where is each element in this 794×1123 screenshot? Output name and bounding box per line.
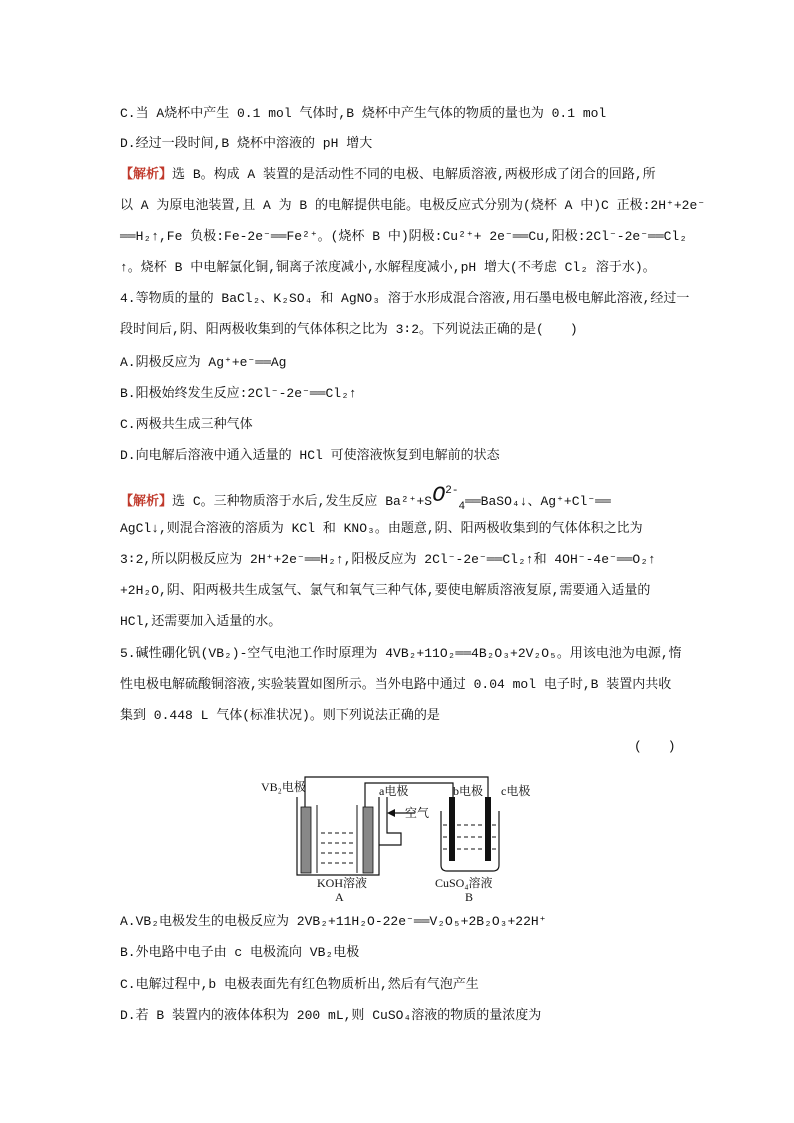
analysis-tag: 【解析】 xyxy=(120,167,173,182)
question-5-line2: 性电极电解硫酸铜溶液,实验装置如图所示。当外电路中通过 0.04 mol 电子时,B 装置内共收 xyxy=(120,677,672,692)
option-d-q5: D.若 B 装置内的液体体积为 200 mL,则 CuSO₄溶液的物质的量浓度为 xyxy=(120,1008,542,1023)
a-electrode xyxy=(363,807,373,873)
air-arrowhead xyxy=(387,809,395,817)
air-inlet xyxy=(379,797,401,845)
option-a-q4: A.阴极反应为 Ag⁺+e⁻══Ag xyxy=(120,355,287,370)
electrolysis-apparatus-diagram xyxy=(255,775,545,905)
vb2-electrode xyxy=(301,807,311,873)
option-c-q5: C.电解过程中,b 电极表面先有红色物质析出,然后有气泡产生 xyxy=(120,977,479,992)
sulfate-charge: 2- xyxy=(445,485,459,497)
b-electrode xyxy=(449,797,455,861)
option-c-q3: C.当 A烧杯中产生 0.1 mol 气体时,B 烧杯中产生气体的物质的量也为 0.1 mol xyxy=(120,106,607,121)
analysis-text: 选 B。构成 A 装置的是活动性不同的电极、电解质溶液,两极形成了闭合的回路,所 xyxy=(172,167,656,182)
analysis-tag: 【解析】 xyxy=(120,494,173,509)
option-b-q5: B.外电路中电子由 c 电极流向 VB₂电极 xyxy=(120,945,360,960)
c-electrode xyxy=(485,797,491,861)
beaker-a-label: A xyxy=(335,890,344,904)
question-5-line3: 集到 0.448 L 气体(标准状况)。则下列说法正确的是 xyxy=(120,708,440,723)
analysis-q3-line1 xyxy=(120,167,656,183)
analysis-q3-line2: 以 A 为原电池装置,且 A 为 B 的电解提供电能。电极反应式分别为(烧杯 A 中)C 正极:2H⁺+2e⁻ xyxy=(120,198,706,213)
question-5-line1: 5.碱性硼化钒(VB₂)-空气电池工作时原理为 4VB₂+11O₂══4B₂O₃+2V₂O₅。用该电池为电源,惰 xyxy=(120,646,682,661)
option-a-q5: A.VB₂电极发生的电极反应为 2VB₂+11H₂O-22e⁻══V₂O₅+2B₂O₃+22H⁺ xyxy=(120,914,547,929)
koh-solution-label: KOH溶液 xyxy=(317,876,367,890)
option-d-q3: D.经过一段时间,B 烧杯中溶液的 pH 增大 xyxy=(120,136,373,151)
analysis-text: 选 C。三种物质溶于水后,发生反应 Ba²⁺+S xyxy=(172,494,433,509)
analysis-q4-line2: AgCl↓,则混合溶液的溶质为 KCl 和 KNO₃。由题意,阴、阳两极收集到的气体体积之比为 xyxy=(120,521,643,536)
analysis-q4-line4: +2H₂O,阴、阳两极共生成氢气、氯气和氧气三种气体,要使电解质溶液复原,需要通入适量的 xyxy=(120,583,651,598)
vb2-electrode-label: VB₂电极 xyxy=(261,780,306,794)
koh-solution xyxy=(321,833,355,863)
analysis-q4-line1 xyxy=(120,483,611,513)
question-4-line1: 4.等物质的量的 BaCl₂、K₂SO₄ 和 AgNO₃ 溶于水形成混合溶液,用石墨电极电解此溶液,经过一 xyxy=(120,291,690,306)
analysis-q3-line3: ══H₂↑,Fe 负极:Fe-2e⁻══Fe²⁺。(烧杯 B 中)阴极:Cu²⁺+ 2e⁻══Cu,阳极:2Cl⁻-2e⁻══Cl₂ xyxy=(120,229,688,244)
sulfate-o: O xyxy=(432,483,446,508)
option-d-q4: D.向电解后溶液中通入适量的 HCl 可使溶液恢复到电解前的状态 xyxy=(120,448,500,463)
sulfate-subscript: 4 xyxy=(458,501,466,513)
question-4-line2: 段时间后,阴、阳两极收集到的气体体积之比为 3∶2。下列说法正确的是( ) xyxy=(120,322,578,337)
analysis-text-cont: ══BaSO₄↓、Ag⁺+Cl⁻══ xyxy=(465,494,611,509)
analysis-q3-line4: ↑。烧杯 B 中电解氯化铜,铜离子浓度减小,水解程度减小,pH 增大(不考虑 Cl₂ 溶于水)。 xyxy=(120,260,656,275)
analysis-q4-line5: HCl,还需要加入适量的水。 xyxy=(120,614,282,629)
air-label: 空气 xyxy=(405,806,430,820)
option-c-q4: C.两极共生成三种气体 xyxy=(120,417,253,432)
option-b-q4: B.阳极始终发生反应:2Cl⁻-2e⁻══Cl₂↑ xyxy=(120,386,357,401)
a-electrode-label: a电极 xyxy=(379,784,409,798)
cuso4-solution-label: CuSO₄溶液 xyxy=(435,876,493,890)
analysis-q4-line3: 3∶2,所以阴极反应为 2H⁺+2e⁻══H₂↑,阳极反应为 2Cl⁻-2e⁻══Cl₂↑和 4OH⁻-4e⁻══O₂↑ xyxy=(120,552,656,567)
b-electrode-label: b电极 xyxy=(453,784,484,798)
beaker-b-label: B xyxy=(465,890,474,904)
answer-bracket: ( ) xyxy=(634,739,676,754)
c-electrode-label: c电极 xyxy=(501,784,531,798)
